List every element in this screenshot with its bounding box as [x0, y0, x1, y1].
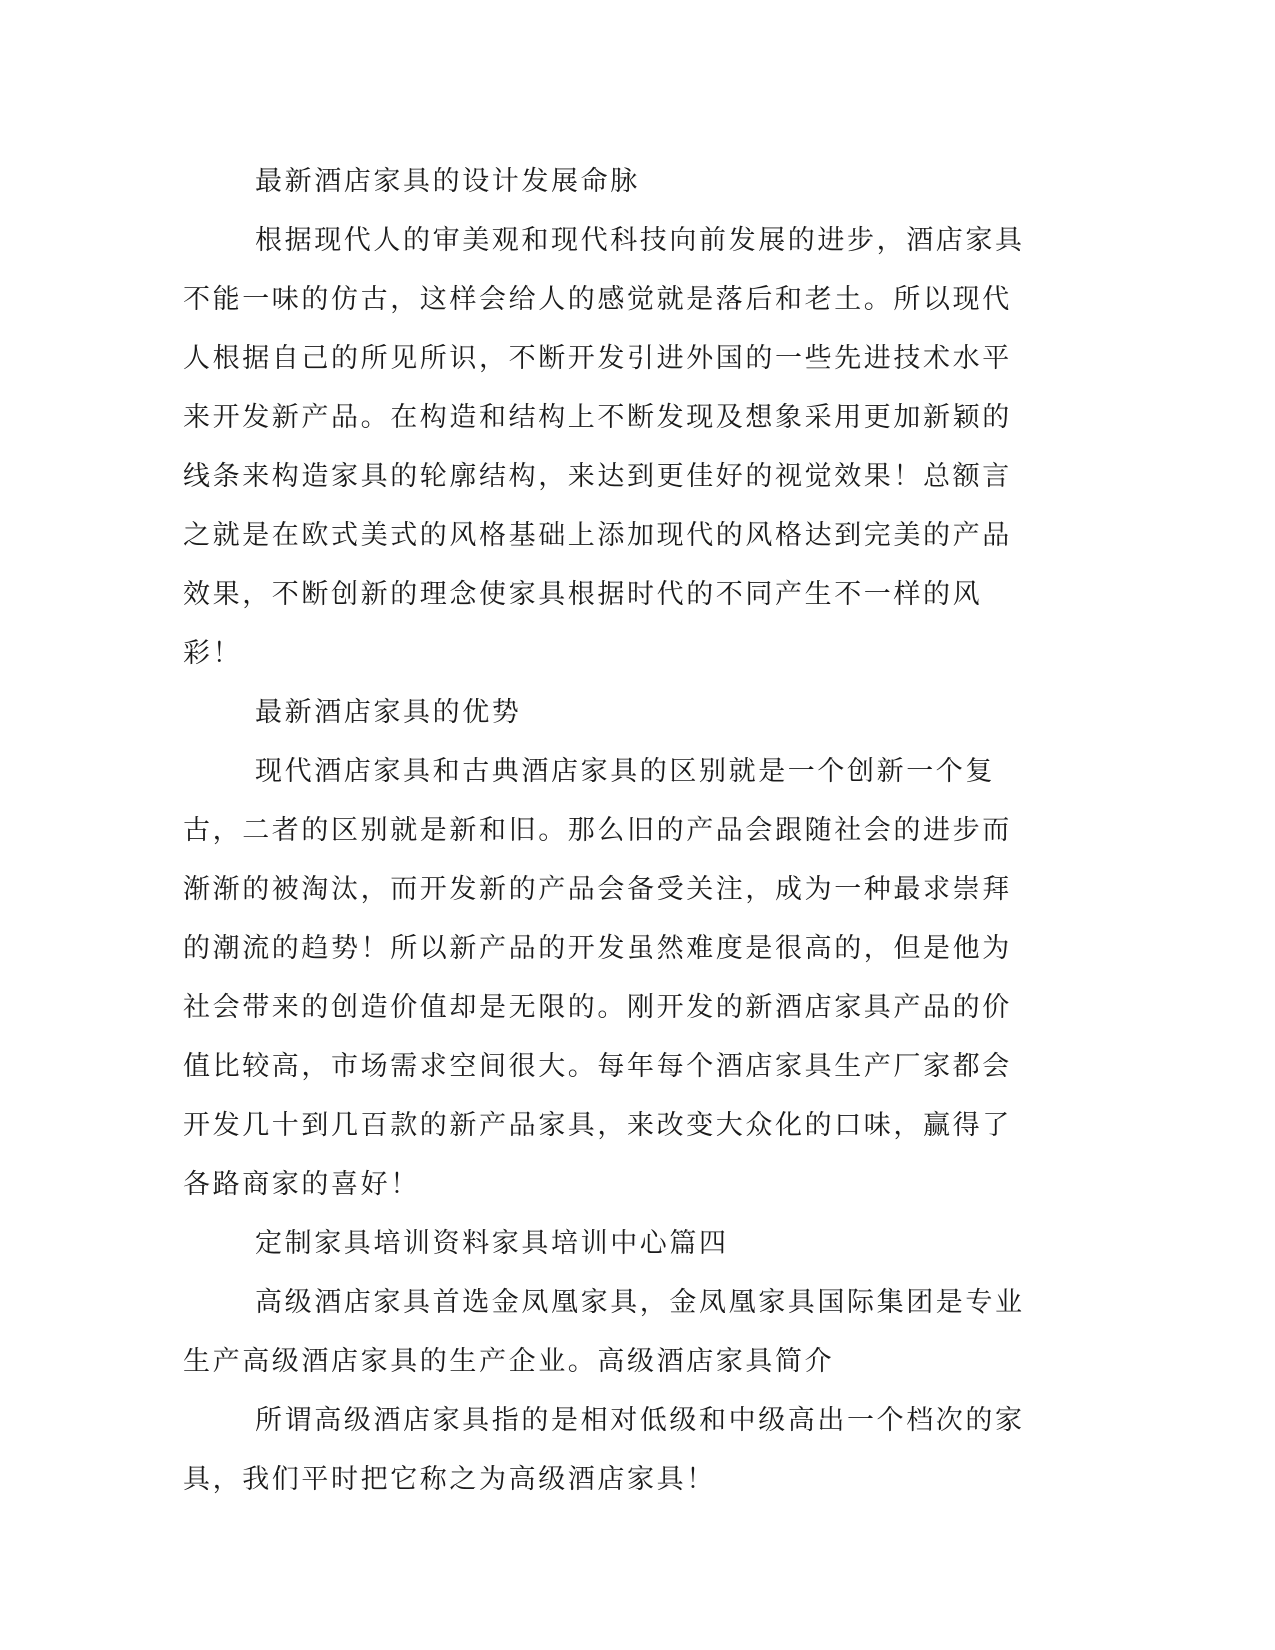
paragraph-high-end-definition: 所谓高级酒店家具指的是相对低级和中级高出一个档次的家具，我们平时把它称之为高级酒店家具！ [183, 1405, 1025, 1495]
paragraph-advantages: 现代酒店家具和古典酒店家具的区别就是一个创新一个复古，二者的区别就是新和旧。那么旧的产品会跟随社会的进步而渐渐的被淘汰，而开发新的产品会备受关注，成为一种最求崇拜的潮流的趋势！所以新产品的开发虽然难度是很高的，但是他为社会带来的创造价值却是无限的。刚开发的新酒店家具产品的价值比较高，市场需求空间很大。每年每个酒店家具生产厂家都会开发几十到几百款的新产品家具，来改变大众化的口味，赢得了各路商家的喜好！ [183, 756, 1012, 1200]
document-page [183, 152, 1028, 1509]
paragraph-golden-phoenix: 高级酒店家具首选金凤凰家具，金凤凰家具国际集团是专业生产高级酒店家具的生产企业。高级酒店家具简介 [183, 1287, 1025, 1377]
heading-advantages: 最新酒店家具的优势 [255, 697, 522, 728]
heading-design-development: 最新酒店家具的设计发展命脉 [255, 166, 640, 197]
heading-section-four: 定制家具培训资料家具培训中心篇四 [255, 1228, 729, 1259]
paragraph-design-development: 根据现代人的审美观和现代科技向前发展的进步，酒店家具不能一味的仿古，这样会给人的感觉就是落后和老土。所以现代人根据自己的所见所识，不断开发引进外国的一些先进技术水平来开发新产品。在构造和结构上不断发现及想象采用更加新颖的线条来构造家具的轮廓结构，来达到更佳好的视觉效果！总额言之就是在欧式美式的风格基础上添加现代的风格达到完美的产品效果，不断创新的理念使家具根据时代的不同产生不一样的风彩！ [183, 225, 1025, 669]
